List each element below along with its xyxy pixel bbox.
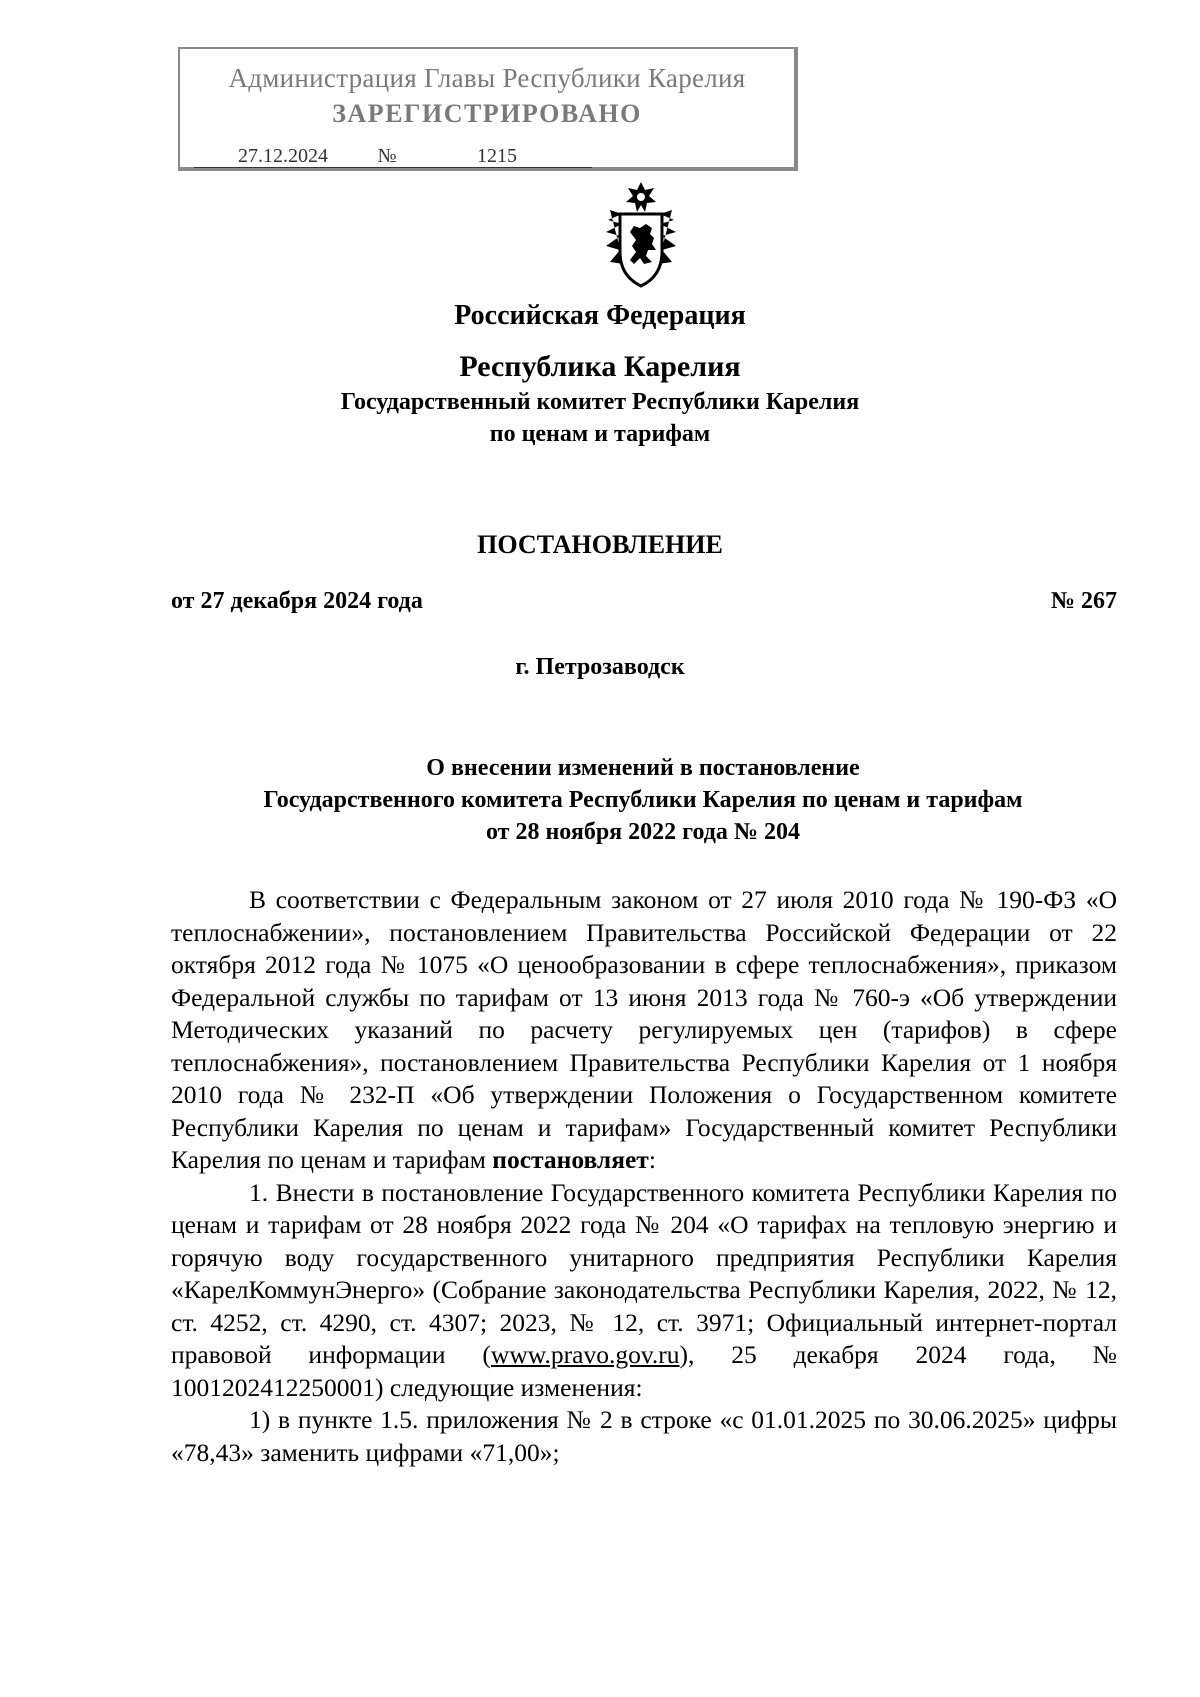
subject-line1: О внесении изменений в постановление [426,755,860,781]
pravo-link[interactable]: www.pravo.gov.ru [490,1340,680,1369]
stamp-authority: Администрация Главы Республики Карелия [228,63,746,93]
stamp-registration-line [194,145,592,171]
registration-stamp [178,47,798,171]
preamble-end: : [648,1145,656,1174]
document-number: № 267 [1050,588,1117,614]
republic-heading: Республика Карелия [459,350,741,383]
item-1-end: ), 25 декабря 2024 года, № 1001202412250001) следующие изменения: [171,1340,1118,1402]
document-date-line [171,588,1117,615]
subitem-1-paragraph: 1) в пункте 1.5. приложения № 2 в строке «с 01.01.2025 по 30.06.2025» цифры «78,43» заменить цифрами «71,00»; [171,1405,1117,1467]
document-type: ПОСТАНОВЛЕНИЕ [477,530,723,559]
committee-heading-line1: Государственный комитет Республики Карелия [340,389,860,415]
karelia-coat-of-arms-icon [596,180,686,292]
stamp-date: 27.12.2024 [194,145,372,168]
item-1-paragraph [171,1177,1117,1405]
stamp-number: 1215 [402,145,592,168]
subject-line2: Государственного комитета Республики Карелия по ценам и тарифам [263,787,1023,813]
document-city: г. Петрозаводск [515,654,685,680]
preamble-paragraph [171,884,1117,1177]
stamp-status: ЗАРЕГИСТРИРОВАНО [332,99,642,128]
document-body [171,884,1117,1469]
stamp-number-sign: № [372,145,402,168]
committee-heading-line2: по ценам и тарифам [489,421,711,447]
document-subject [160,752,1126,848]
item-1-text: 1. Внести в постановление Государственного комитета Республики Карелия по ценам и тарифам от 28 ноября 2022 года № 204 «О тарифах на тепловую энергию и горячую воду государственного унитарного предприятия Республики Карелия «КарелКоммунЭнерго» (Собрание законодательства Республики Карелия, 2022, № 12, ст. 4252, ст. 4290, ст. 4307; 2023, № 12, ст. 3971; Официальный интернет-портал правовой информации ( [171,1177,1117,1369]
country-heading: Российская Федерация [454,300,746,331]
subject-line3: от 28 ноября 2022 года № 204 [485,819,801,845]
document-date: от 27 декабря 2024 года [171,588,423,614]
preamble-decision-word: постановляет [492,1145,649,1174]
preamble-text: В соответствии с Федеральным законом от 27 июля 2010 года № 190-ФЗ «О теплоснабжении», постановлением Правительства Российской Федерации от 22 октября 2012 года № 1075 «О ценообразовании в сфере теплоснабжения», приказом Федеральной службы по тарифам от 13 июня 2013 года № 760-э «Об утверждении Методических указаний по расчету регулируемых цен (тарифов) в сфере теплоснабжения», постановлением Правительства Республики Карелия от 1 ноября 2010 года № 232-П «Об утверждении Положения о Государственном комитете Республики Карелия по ценам и тарифам» Государственный комитет Республики Карелия по ценам и тарифам [171,885,1117,1174]
